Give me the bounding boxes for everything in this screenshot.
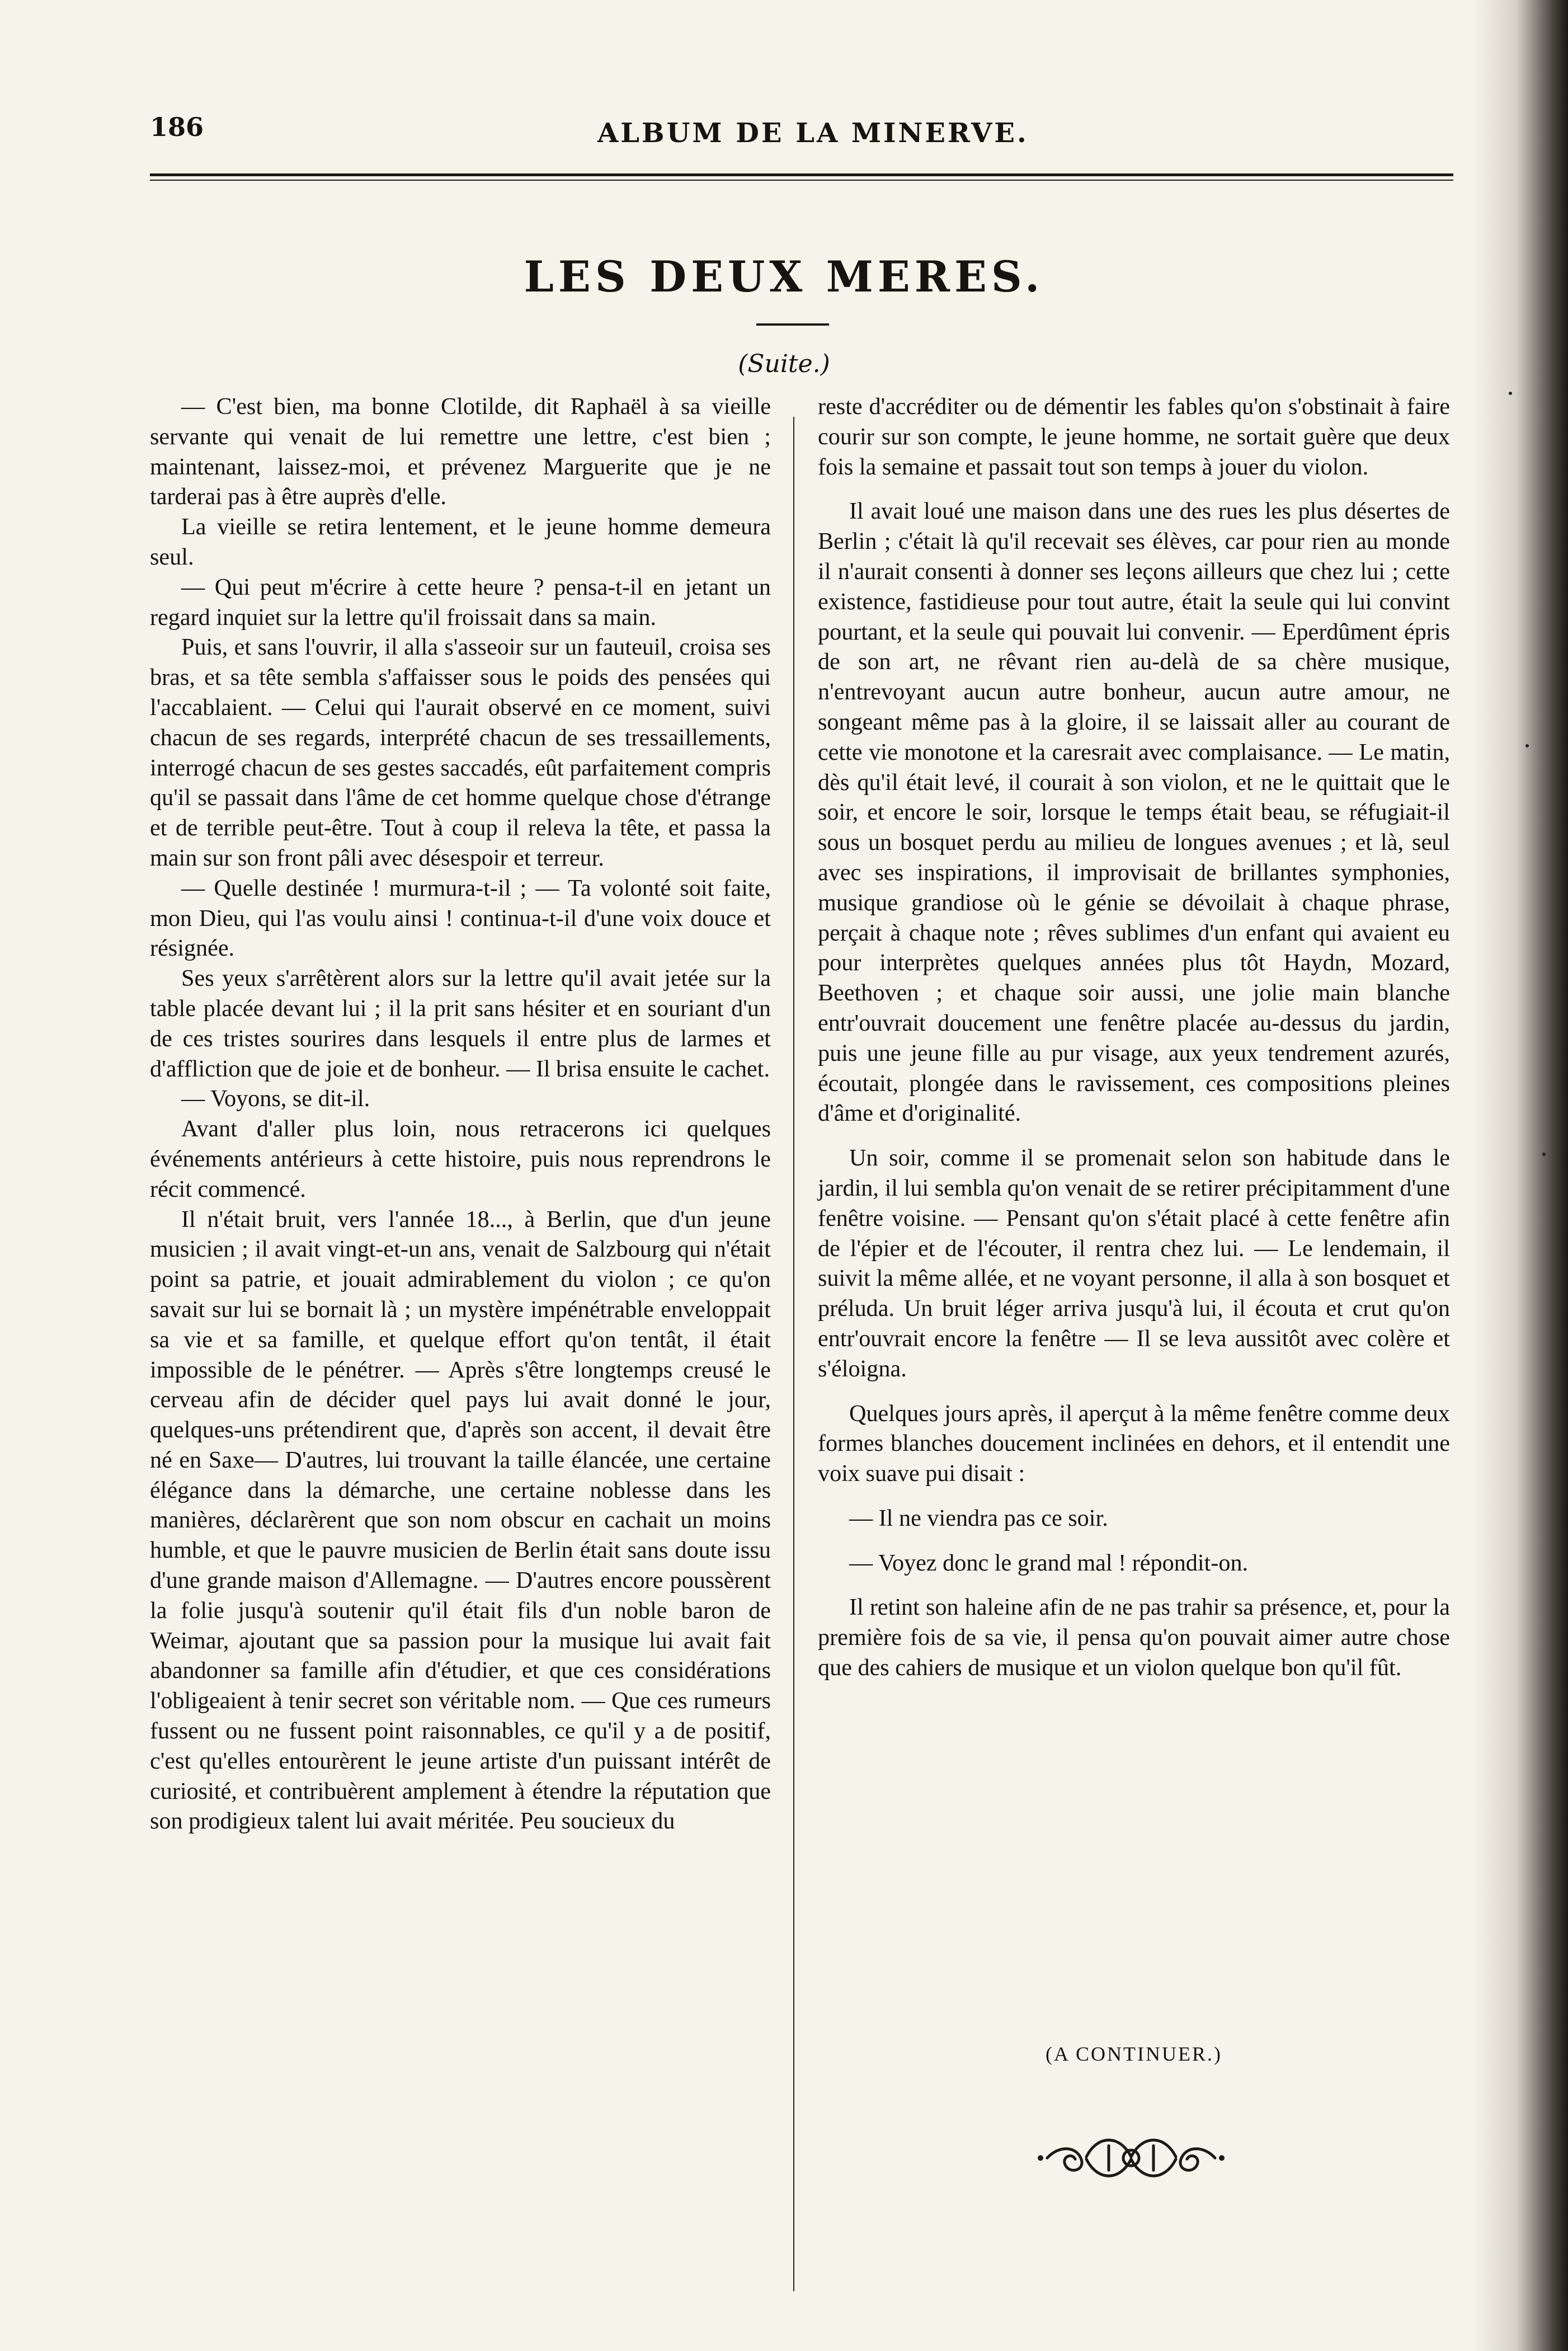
paragraph: Il n'était bruit, vers l'année 18..., à Berlin, que d'un jeune musicien ; il avait vingt-et-un ans, venait de Salzbourg qui n'était point sa patrie, et jouait admirablement du violon ; ce qu'on savait sur lui se bornait là ; un mystère impénétrable enveloppait sa vie et sa famille, et quelque effort qu'on tentât, il était impossible de le pénétrer. — Après s'être longtemps creusé le cerveau afin de décider quel pays lui avait donné le jour, quelques-uns prétendirent que, d'après son accent, il devait être né en Saxe— D'autres, lui trouvant la taille élancée, une certaine élégance dans la démarche, une certaine noblesse dans les manières, déclarèrent que son nom obscur en cachait un moins humble, et que le pauvre musicien de Berlin était sans doute issu d'une grande maison d'Allemagne. — D'autres encore poussèrent la folie jusqu'à soutenir qu'il était fils d'un noble baron de Weimar, ajoutant que sa passion pour la musique lui avait fait abandonner sa famille afin d'étudier, et que ces considérations l'obligeaient à tenir secret son véritable nom. — Que ces rumeurs fussent ou ne fussent point raisonnables, ce qu'il y a de positif, c'est qu'elles entourèrent le jeune artiste d'un puissant intérêt de curiosité, et contribuèrent amplement à étendre la réputation que son prodigieux talent lui avait méritée. Peu soucieux du xyxy=(150,1206,771,1835)
header-rule-thin xyxy=(150,180,1453,181)
header-rule xyxy=(150,173,1453,176)
title-rule xyxy=(756,323,829,326)
paragraph: — Voyez donc le grand mal ! répondit-on. xyxy=(849,1549,1249,1576)
right-column xyxy=(818,392,1450,1698)
running-header xyxy=(150,112,1453,162)
left-column xyxy=(150,392,771,1836)
paragraph: Il avait loué une maison dans une des rues les plus désertes de Berlin ; c'était là qu'il recevait ses élèves, car pour rien au monde il n'aurait consenti à donner ses leçons ailleurs que chez lui ; cette existence, fastidieuse pour tout autre, était la seule qui lui convint pourtant, et la seule qui pouvait lui convenir. — Eperdûment épris de son art, ne rêvant rien au-delà de sa chère musique, n'entrevoyant aucun autre bonheur, aucun autre amour, ne songeant même pas à la gloire, il se laissait aller au courant de cette vie monotone et la caresrait avec complaisance. — Le matin, dès qu'il était levé, il courait à son violon, et ne le quittait que le soir, et encore le soir, lorsque le temps était beau, se réfugiait-il sous un bosquet perdu au milieu de longues avenues ; et là, seul avec ses inspirations, il improvisait de brillantes symphonies, musique grandiose où le génie se dévoilait à chaque phrase, perçait à chaque note ; rêves sublimes d'un enfant qui avaient eu pour interprètes quelques années plus tôt Haydn, Mozard, Beethoven ; et chaque soir aussi, une jolie main blanche entr'ouvrait doucement une fenêtre placée au-dessus du jardin, puis une jeune fille au pur visage, aux yeux tendrement azurés, écoutait, plongée dans le ravissement, ces compositions pleines d'âme et d'originalité. xyxy=(818,498,1450,1127)
scan-speck xyxy=(1509,392,1512,395)
column-divider xyxy=(793,417,794,2291)
paragraph: Ses yeux s'arrêtèrent alors sur la lettre qu'il avait jetée sur la table placée devant lui ; il la prit sans hésiter et en souriant d'un de ces tristes sourires dans lesquels il entre plus de larmes et d'affliction que de joie et de bonheur. — Il brisa ensuite le cachet. xyxy=(150,965,771,1082)
paragraph: Il retint son haleine afin de ne pas trahir sa présence, et, pour la première fois de sa vie, il pensa qu'on pouvait aimer autre chose que des cahiers de musique et un violon quelque bon qu'il fût. xyxy=(818,1594,1450,1681)
paragraph: Un soir, comme il se promenait selon son habitude dans le jardin, il lui sembla qu'on venait de se retirer précipitamment d'une fenêtre voisine. — Pensant qu'on s'était placé à cette fenêtre afin de l'épier et de l'écouter, il rentra chez lui. — Le lendemain, il suivit la même allée, et ne voyant personne, il alla à son bosquet et préluda. Un bruit léger arriva jusqu'à lui, il écouta et crut qu'on entr'ouvrait encore la fenêtre — Il se leva aussitôt avec colère et s'éloigna. xyxy=(818,1145,1450,1382)
paragraph: reste d'accréditer ou de démentir les fables qu'on s'obstinait à faire courir sur son compte, le jeune homme, ne sortait guère que deux fois la semaine et passait tout son temps à jouer du violon. xyxy=(818,393,1450,480)
paragraph: — Qui peut m'écrire à cette heure ? pensa-t-il en jetant un regard inquiet sur la lettre qu'il froissait dans sa main. xyxy=(150,573,771,631)
paragraph: Quelques jours après, il aperçut à la même fenêtre comme deux formes blanches doucement inclinées en dehors, et il entendit une voix suave pui disait : xyxy=(818,1400,1450,1487)
journal-title: ALBUM DE LA MINERVE. xyxy=(597,117,1029,149)
paragraph: — Il ne viendra pas ce soir. xyxy=(849,1504,1108,1531)
paragraph: — Voyons, se dit-il. xyxy=(181,1085,370,1112)
paragraph: Avant d'aller plus loin, nous retracerons ici quelques événements antérieurs à cette histoire, puis nous reprendrons le récit commencé. xyxy=(150,1116,771,1202)
continuation-note: (A CONTINUER.) xyxy=(1046,2043,1222,2065)
page-number: 186 xyxy=(150,112,204,142)
paragraph: La vieille se retira lentement, et le jeune homme demeura seul. xyxy=(150,514,771,570)
fleuron-ornament-icon xyxy=(1036,2123,1226,2190)
paragraph: — Quelle destinée ! murmura-t-il ; — Ta volonté soit faite, mon Dieu, qui l'as voulu ainsi ! continua-t-il d'une voix douce et résignée. xyxy=(150,874,771,962)
paragraph: — C'est bien, ma bonne Clotilde, dit Raphaël à sa vieille servante qui venait de lui remettre une lettre, c'est bien ; maintenant, laissez-moi, et prévenez Marguerite que je ne tarderai pas à être auprès d'elle. xyxy=(150,393,771,510)
paragraph: Puis, et sans l'ouvrir, il alla s'asseoir sur un fauteuil, croisa ses bras, et sa tête sembla s'affaisser sous le poids des pensées qui l'accablaient. — Celui qui l'aurait observé en ce moment, suivi chacun de ses regards, interprété chacun de ses tressaillements, interrogé chacun de ses gestes saccadés, eût parfaitement compris qu'il se passait dans l'âme de cet homme quelque chose d'étrange et de terrible peut-être. Tout à coup il releva la tête, et passa la main sur son front pâli avec désespoir et terreur. xyxy=(150,634,771,871)
scan-speck xyxy=(1525,744,1529,747)
scan-speck xyxy=(1542,1153,1546,1156)
article-subtitle: (Suite.) xyxy=(738,350,830,378)
article-title: LES DEUX MERES. xyxy=(524,252,1044,302)
